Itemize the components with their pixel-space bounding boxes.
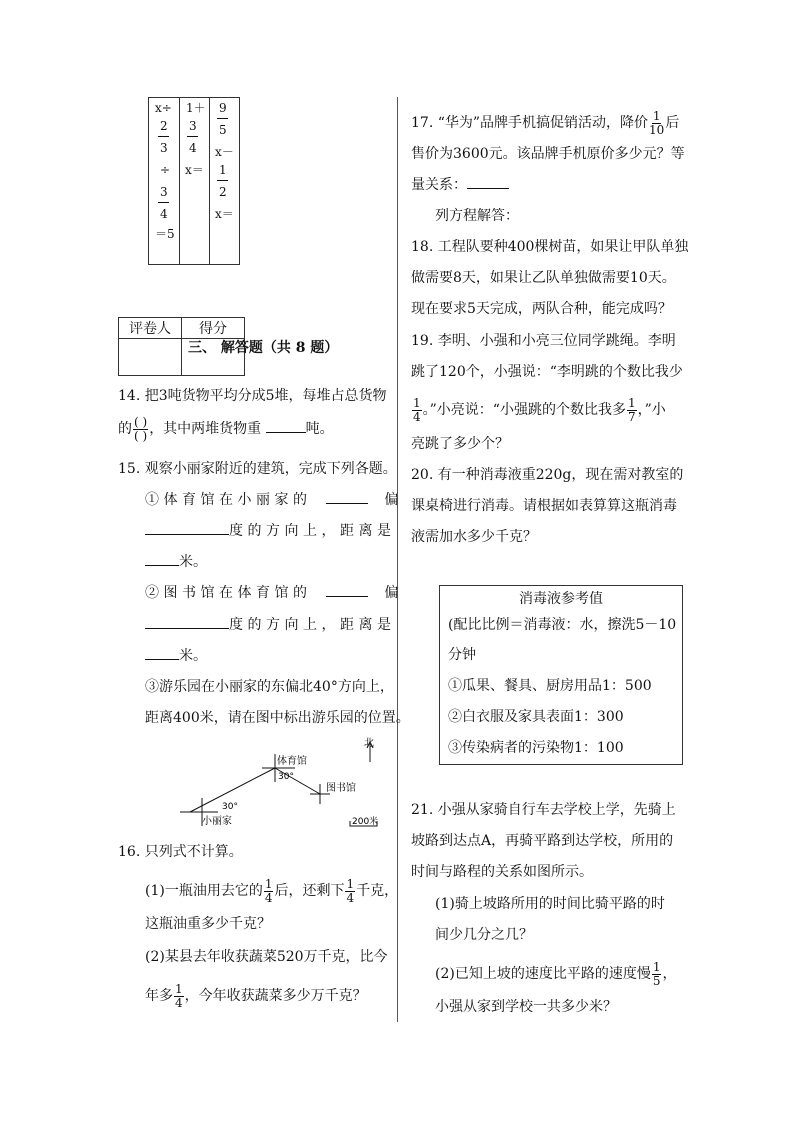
q15-text: 度的方向上，距离是 [229,523,396,539]
fraction-denominator: 7 [627,409,636,424]
eq3-num2: 1 [219,163,227,177]
fraction-numerator: 1 [652,960,661,974]
gym-label: 体育馆 [277,756,307,767]
answer-blank[interactable] [145,658,179,660]
reference-line: ③传染病者的污染物1：100 [448,740,624,756]
equation-table [148,97,240,265]
eq1-div: ÷ [160,163,171,177]
q15-text: 偏 [384,585,399,601]
eq3-den2: 2 [219,185,227,199]
answer-blank[interactable] [145,533,229,535]
eq3-x: x－ [215,145,234,159]
q17-text: 17. “华为”品牌手机搞促销活动，降价 [411,115,649,132]
score-label: 得分 [182,318,245,339]
eq1-den2: 4 [160,207,168,221]
q21-line6 [435,961,676,987]
eq1-num: 2 [160,119,168,133]
equation-col-2 [179,98,210,264]
q16-p1-line1 [145,878,398,904]
q15-s2-line2 [145,618,396,632]
q19-text: ，”小 [637,402,666,419]
eq1-result: ＝5 [155,227,175,241]
reviewer-label: 评卷人 [119,318,182,339]
north-label: 北 [364,738,374,749]
answer-blank[interactable] [145,564,179,566]
scale-label: 200米 [352,817,379,827]
answer-blank[interactable] [266,431,306,433]
fraction-denominator: 4 [175,995,183,1010]
q17-line2: 售价为3600元。该品牌手机原价多少元？等 [411,146,685,162]
fraction-bar [158,202,169,203]
fraction-numerator: 1 [346,877,355,891]
reference-line: 分钟 [448,647,476,663]
q21-line3: 时间与路程的关系如图所示。 [411,864,593,880]
q14-text: 吨。 [305,421,334,438]
home-angle-label: 30° [222,802,238,812]
q16-text: 年多 [145,988,173,1005]
reference-line: ②白衣服及家具表面1：300 [448,709,624,725]
q15-text: ①体育馆在小丽家的 [145,492,312,508]
q15-s1-line1 [145,493,398,507]
q19-line4: 亮跳了多少个？ [411,436,509,452]
q15-s1-line2 [145,524,396,538]
library-label: 图书馆 [326,783,356,794]
q16-p1-line2: 这瓶油重多少千克？ [145,916,271,932]
fraction [345,878,355,904]
fraction-denominator: 10 [649,122,665,137]
fraction [264,878,274,904]
q15-s2-line3 [145,649,207,663]
eq2-num: 3 [189,119,197,133]
q15-text: ②图书馆在体育馆的 [145,585,312,601]
fraction-numerator: 1 [413,396,421,410]
fraction-numerator: 1 [264,877,273,891]
answer-blank[interactable] [467,187,509,189]
q20-line2: 课桌椅进行消毒。请根据如表算算这瓶消毒 [411,498,677,514]
q21-text: (2)已知上坡的速度比平路的速度慢 [435,966,651,983]
q15-s1-line3 [145,555,207,569]
q17-line4: 列方程解答： [435,208,519,224]
map-diagram[interactable] [180,734,390,834]
eq1-num2: 3 [160,185,168,199]
eq3-result: x＝ [215,207,234,221]
q16-p2-line2 [145,983,367,1009]
eq1-text: x÷ [155,101,172,115]
q21-line5: 间少几分之几？ [435,927,533,943]
q15-s2-line1 [145,586,398,600]
eq2-text: 1＋ [186,101,206,115]
section-title: 三、 解答题（共 8 题） [188,340,339,356]
q15-text: 米。 [179,648,207,664]
home-label: 小丽家 [202,816,232,827]
q18-line3: 现在要求5天完成，两队合种，能完成吗？ [411,301,672,317]
eq3-den: 5 [219,123,227,137]
equation-col-3 [209,98,238,264]
q18-line1: 18. 工程队要种400棵树苗，如果让甲队单独 [411,239,689,255]
fraction-bar [187,136,198,137]
q16-title: 16. 只列式不计算。 [118,844,243,860]
q19-line3 [411,397,666,423]
q14-line1: 14. 把3吨货物平均分成5堆，每堆占总货物 [118,388,387,404]
gym-angle-label: 30° [278,772,294,782]
fraction [649,110,664,136]
q18-line2: 做需要8天，如果让乙队单独做需要10天。 [411,270,676,286]
fraction-numerator: 1 [175,982,183,996]
equation-col-1 [149,98,180,264]
fraction [412,397,422,423]
q17-line3 [411,178,509,192]
q17-text: 后 [665,115,680,132]
q19-line1: 19. 李明、小强和小亮三位同学跳绳。李明 [411,333,676,349]
fraction-numerator: 1 [652,109,661,123]
q14-fraction[interactable] [133,416,148,442]
fraction-numerator: 1 [627,396,636,410]
q21-line2: 坡路到达点A，再骑平路到达学校，所用的 [411,833,674,849]
fraction-denominator: 4 [264,890,273,905]
reviewer-cell[interactable] [119,339,182,376]
q15-text: 偏 [384,492,399,508]
fraction-denominator: 5 [652,973,661,988]
reference-title: 消毒液参考值 [519,591,603,607]
eq1-den: 3 [160,141,168,155]
q16-text: (1)一瓶油用去它的 [145,883,263,900]
q16-text: 千克， [356,883,399,900]
fraction-bar [217,180,228,181]
eq2-x: x＝ [185,163,204,177]
q16-text: ，今年收获蔬菜多少万千克？ [184,988,367,1005]
q19-line2: 跳了120个，小强说：“李明跳的个数比我少 [411,364,683,380]
fraction-denominator: 4 [413,409,421,424]
reference-line: ①瓜果、餐具、厨房用品1：500 [448,678,652,694]
fraction [652,961,662,987]
q15-s3-line1: ③游乐园在小丽家的东偏北40°方向上， [145,679,394,695]
q16-text: 后，还剩下 [274,883,345,900]
q21-text: ， [662,966,677,983]
answer-blank[interactable] [145,627,229,629]
q14-text: 的 [118,421,132,438]
eq3-num: 9 [219,101,227,115]
reference-box [439,585,683,765]
q21-line4: (1)骑上坡路所用的时间比骑平路的时 [435,896,665,912]
fraction-denominator: 4 [346,890,355,905]
q16-p2-line1: (2)某县去年收获蔬菜520万千克，比今 [145,949,388,965]
q15-text: 米。 [179,554,207,570]
fraction-numerator: ( ) [134,415,148,429]
q17-text: 量关系： [411,177,467,193]
q17-line1 [411,110,679,136]
q15-s3-line2: 距离400米，请在图中标出游乐园的位置。 [145,710,410,726]
q20-line3: 液需加水多少千克？ [411,529,537,545]
q21-line7: 小强从家到学校一共多少米？ [435,999,617,1015]
fraction-denominator: ( ) [134,428,148,443]
fraction-bar [158,136,169,137]
q21-line1: 21. 小强从家骑自行车去学校上学，先骑上 [411,802,676,818]
fraction [174,983,184,1009]
fraction [627,397,637,423]
answer-blank[interactable] [326,595,368,597]
q19-text: 。”小亮说：“小强跳的个数比我多 [422,402,626,419]
eq2-den: 4 [189,141,197,155]
q20-line1: 20. 有一种消毒液重220g，现在需对教室的 [411,467,684,483]
q15-title: 15. 观察小丽家附近的建筑，完成下列各题。 [118,461,397,477]
q15-text: 度的方向上，距离是 [229,617,396,633]
answer-blank[interactable] [326,502,368,504]
q14-line2 [118,416,334,442]
reference-line: (配比比例＝消毒液：水，擦洗5－10 [448,617,677,633]
q14-text: ，其中两堆货物重 [149,421,262,438]
fraction-bar [217,118,228,119]
